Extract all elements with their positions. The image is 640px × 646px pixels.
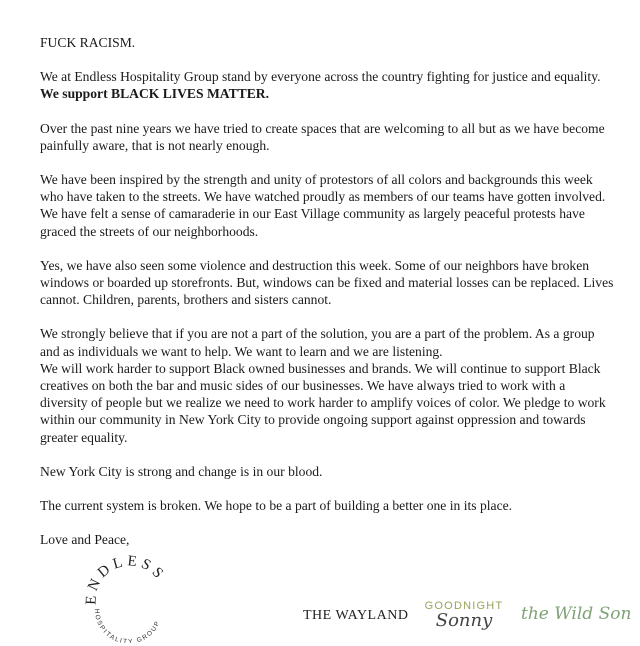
endless-logo-word: ENDLESS: [83, 553, 169, 606]
goodnight-sonny-logo: [414, 600, 514, 630]
paragraph-4: Yes, we have also seen some violence and destruction this week. Some of our neighbors have broken windows or boarded up storefronts. But, windows can be fixed and material losses can be replaced. Lives cannot. Children, parents, brothers and sisters cannot.: [40, 257, 614, 308]
signoff: Love and Peace,: [40, 532, 130, 548]
paragraph-3: We have been inspired by the strength and unity of protestors of all colors and backgrounds this week who have taken to the streets. We have watched proudly as members of our teams have gotten involved. We have felt a sense of camaraderie in our East Village community as largely peaceful protests have graced the streets of our neighborhoods.: [40, 172, 606, 239]
paragraph-6: New York City is strong and change is in our blood.: [40, 463, 323, 479]
endless-logo-subtitle: HOSPITALITY GROUP: [92, 608, 162, 643]
paragraph-2: Over the past nine years we have tried to create spaces that are welcoming to all but as we have become painfully aware, that is not nearly enough.: [40, 120, 605, 153]
goodnight-logo-bottom: Sonny: [435, 610, 493, 631]
letter-heading: FUCK RACISM.: [40, 35, 136, 50]
paragraph-7: The current system is broken. We hope to be a part of building a better one in its place.: [40, 498, 513, 514]
endless-hospitality-logo: [78, 553, 178, 643]
the-wayland-logo: THE WAYLAND: [303, 608, 409, 623]
paragraph-1: [40, 68, 615, 102]
letter-body: [40, 34, 615, 565]
paragraph-1-text: We at Endless Hospitality Group stand by everyone across the country fighting for justice and equality.: [40, 69, 601, 85]
goodnight-logo-top: GOODNIGHT: [424, 600, 504, 612]
paragraph-5a: We strongly believe that if you are not a part of the solution, you are a part of the problem. As a group and as individuals we want to help. We want to learn and we are listening.: [40, 326, 595, 359]
paragraph-5b: We will work harder to support Black owned businesses and brands. We will continue to support Black creatives on both the bar and music sides of our businesses. We have always tried to work with a diversity of people but we realize we need to work harder to amplify voices of color. We pledge to work within our community in New York City to provide ongoing support against oppression and towards greater equality.: [40, 360, 606, 445]
paragraph-1-bold: We support BLACK LIVES MATTER.: [40, 86, 269, 102]
wild-son-logo: the Wild Son: [521, 604, 632, 624]
